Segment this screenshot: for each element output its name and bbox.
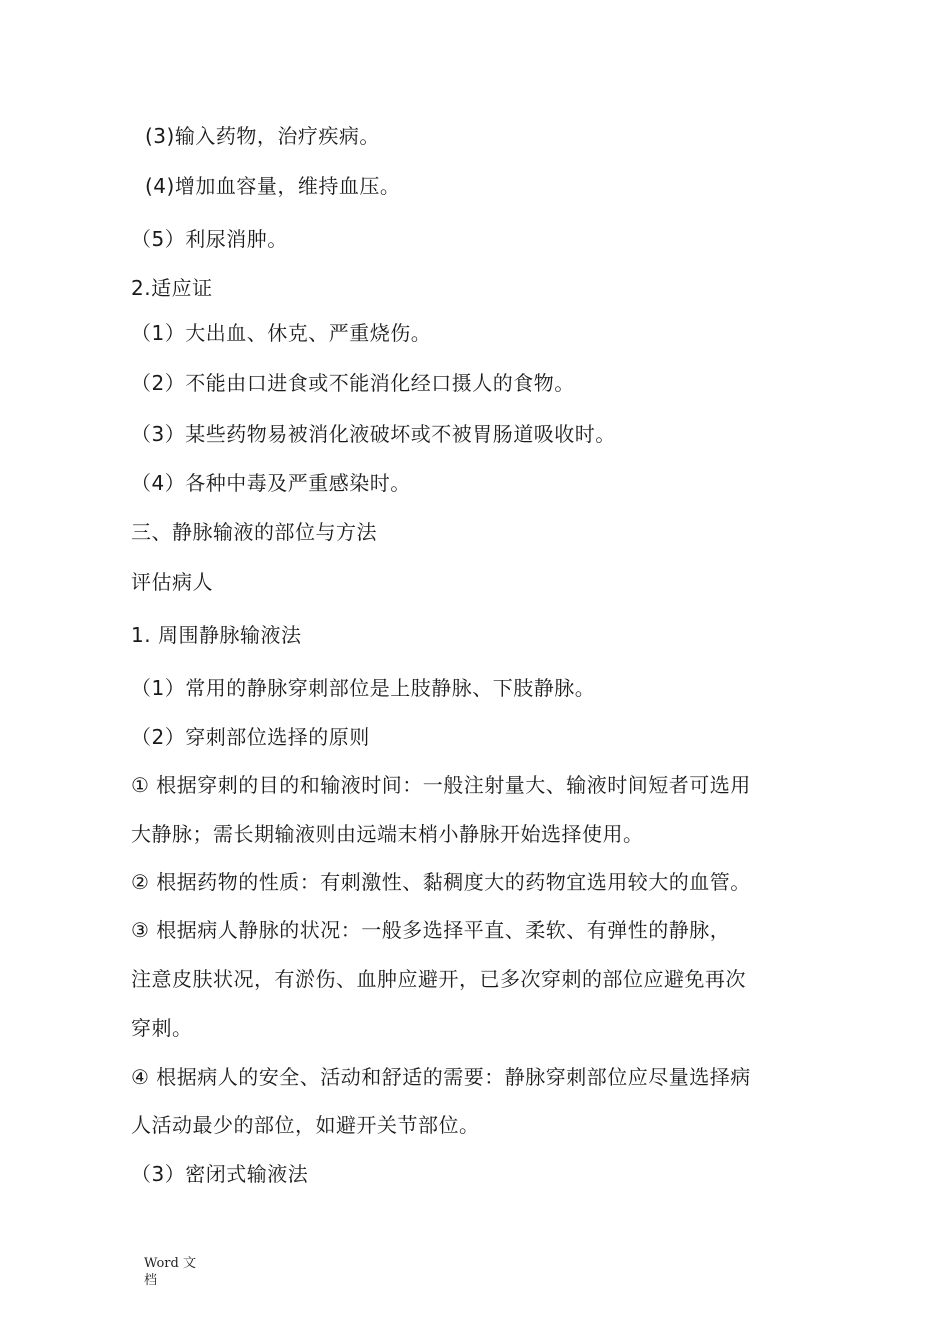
text-line: ① 根据穿刺的目的和输液时间：一般注射量大、输液时间短者可选用	[131, 773, 751, 797]
text-line: （3）密闭式输液法	[131, 1162, 309, 1186]
subsection-heading: 1. 周围静脉输液法	[131, 623, 302, 647]
text-line: 注意皮肤状况，有淤伤、血肿应避开，已多次穿刺的部位应避免再次	[131, 967, 746, 991]
section-heading: 2.适应证	[131, 276, 213, 300]
text-line: ④ 根据病人的安全、活动和舒适的需要：静脉穿刺部位应尽量选择病	[131, 1065, 751, 1089]
text-line: （1）大出血、休克、严重烧伤。	[131, 321, 432, 345]
text-line: （4）各种中毒及严重感染时。	[131, 471, 411, 495]
page-footer: Word 文档	[144, 1256, 196, 1288]
text-line: (4)增加血容量，维持血压。	[145, 174, 401, 198]
text-line: （1）常用的静脉穿刺部位是上肢静脉、下肢静脉。	[131, 676, 596, 700]
text-line: （2）不能由口进食或不能消化经口摄人的食物。	[131, 371, 575, 395]
text-line: (3)输入药物，治疗疾病。	[145, 124, 380, 148]
text-line: （5）利尿消肿。	[131, 227, 288, 251]
text-line: （2）穿刺部位选择的原则	[131, 725, 370, 749]
text-line: 大静脉；需长期输液则由远端末梢小静脉开始选择使用。	[131, 822, 644, 846]
text-line: 人活动最少的部位，如避开关节部位。	[131, 1113, 480, 1137]
text-line: 评估病人	[131, 570, 213, 594]
section-heading: 三、静脉输液的部位与方法	[131, 520, 377, 544]
text-line: 穿刺。	[131, 1016, 193, 1040]
text-line: ③ 根据病人静脉的状况：一般多选择平直、柔软、有弹性的静脉，	[131, 918, 731, 942]
text-line: （3）某些药物易被消化液破坏或不被胃肠道吸收时。	[131, 422, 616, 446]
text-line: ② 根据药物的性质：有刺激性、黏稠度大的药物宜选用较大的血管。	[131, 870, 751, 894]
